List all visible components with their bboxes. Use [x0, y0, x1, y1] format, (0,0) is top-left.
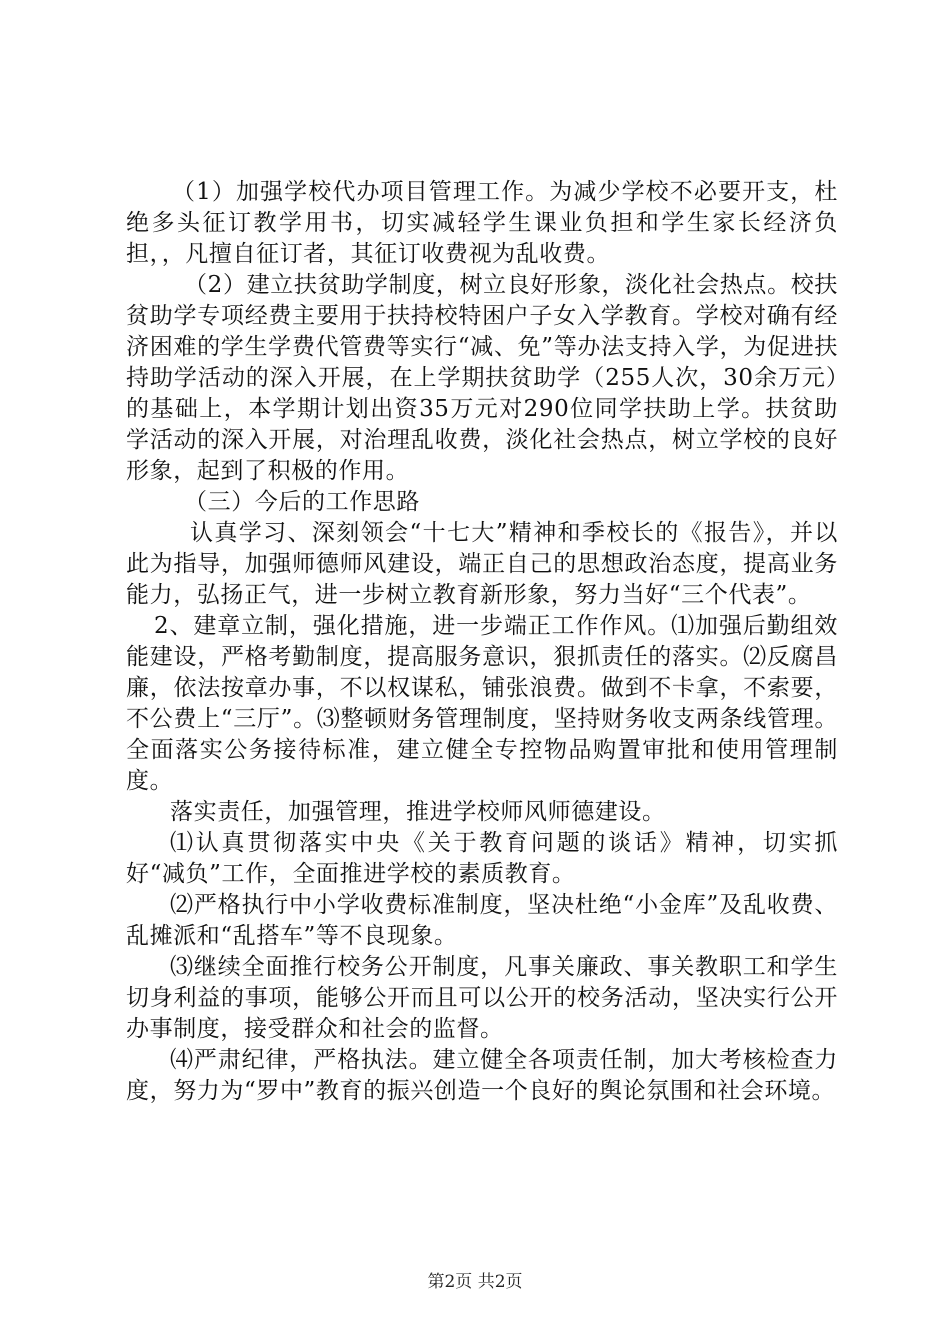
document-body: [126, 177, 838, 1107]
page-footer: 第2页 共2页: [427, 1272, 523, 1292]
paragraph-2: （2）建立扶贫助学制度，树立良好形象，淡化社会热点。校扶贫助学专项经费主要用于扶持校特困户子女入学教育。学校对确有经济困难的学生学费代管费等实行“减、免”等办法支持入学，为促进扶持助学活动的深入开展，在上学期扶贫助学（255人次，30余万元）的基础上，本学期计划出资35万元对290位同学扶助上学。扶贫助学活动的深入开展，对治理乱收费，淡化社会热点，树立学校的良好形象，起到了积极的作用。: [126, 272, 838, 484]
list-item-3: ⑶继续全面推行校务公开制度，凡事关廉政、事关教职工和学生切身利益的事项，能够公开而且可以公开的校务活动，坚决实行公开办事制度，接受群众和社会的监督。: [126, 954, 838, 1042]
list-item-4: ⑷严肃纪律，严格执法。建立健全各项责任制，加大考核检查力度，努力为“罗中”教育的振兴创造一个良好的舆论氛围和社会环境。: [126, 1047, 838, 1104]
paragraph-3: 认真学习、深刻领会“十七大”精神和季校长的《报告》，并以此为指导，加强师德师风建设，端正自己的思想政治态度，提高业务能力，弘扬正气，进一步树立教育新形象，努力当好“三个代表”。: [126, 520, 838, 608]
paragraph-5: 落实责任，加强管理，推进学校师风师德建设。: [170, 799, 666, 825]
list-item-2: ⑵严格执行中小学收费标准制度，坚决杜绝“小金库”及乱收费、乱摊派和“乱搭车”等不良现象。: [126, 892, 838, 949]
paragraph-1: （1）加强学校代办项目管理工作。为减少学校不必要开支，杜绝多头征订教学用书，切实减轻学生课业负担和学生家长经济负担，，凡擅自征订者，其征订收费视为乱收费。: [126, 179, 838, 267]
list-item-1: ⑴认真贯彻落实中央《关于教育问题的谈话》精神，切实抓好“减负”工作，全面推进学校的素质教育。: [126, 830, 838, 887]
paragraph-4: 2、建章立制，强化措施，进一步端正工作作风。⑴加强后勤组效能建设，严格考勤制度，提高服务意识，狠抓责任的落实。⑵反腐昌廉，依法按章办事，不以权谋私，铺张浪费。做到不卡拿，不索要，不公费上“三厅”。⑶整顿财务管理制度，坚持财务收支两条线管理。全面落实公务接待标准，建立健全专控物品购置审批和使用管理制度。: [126, 613, 838, 794]
section-heading: （三）今后的工作思路: [184, 489, 420, 515]
